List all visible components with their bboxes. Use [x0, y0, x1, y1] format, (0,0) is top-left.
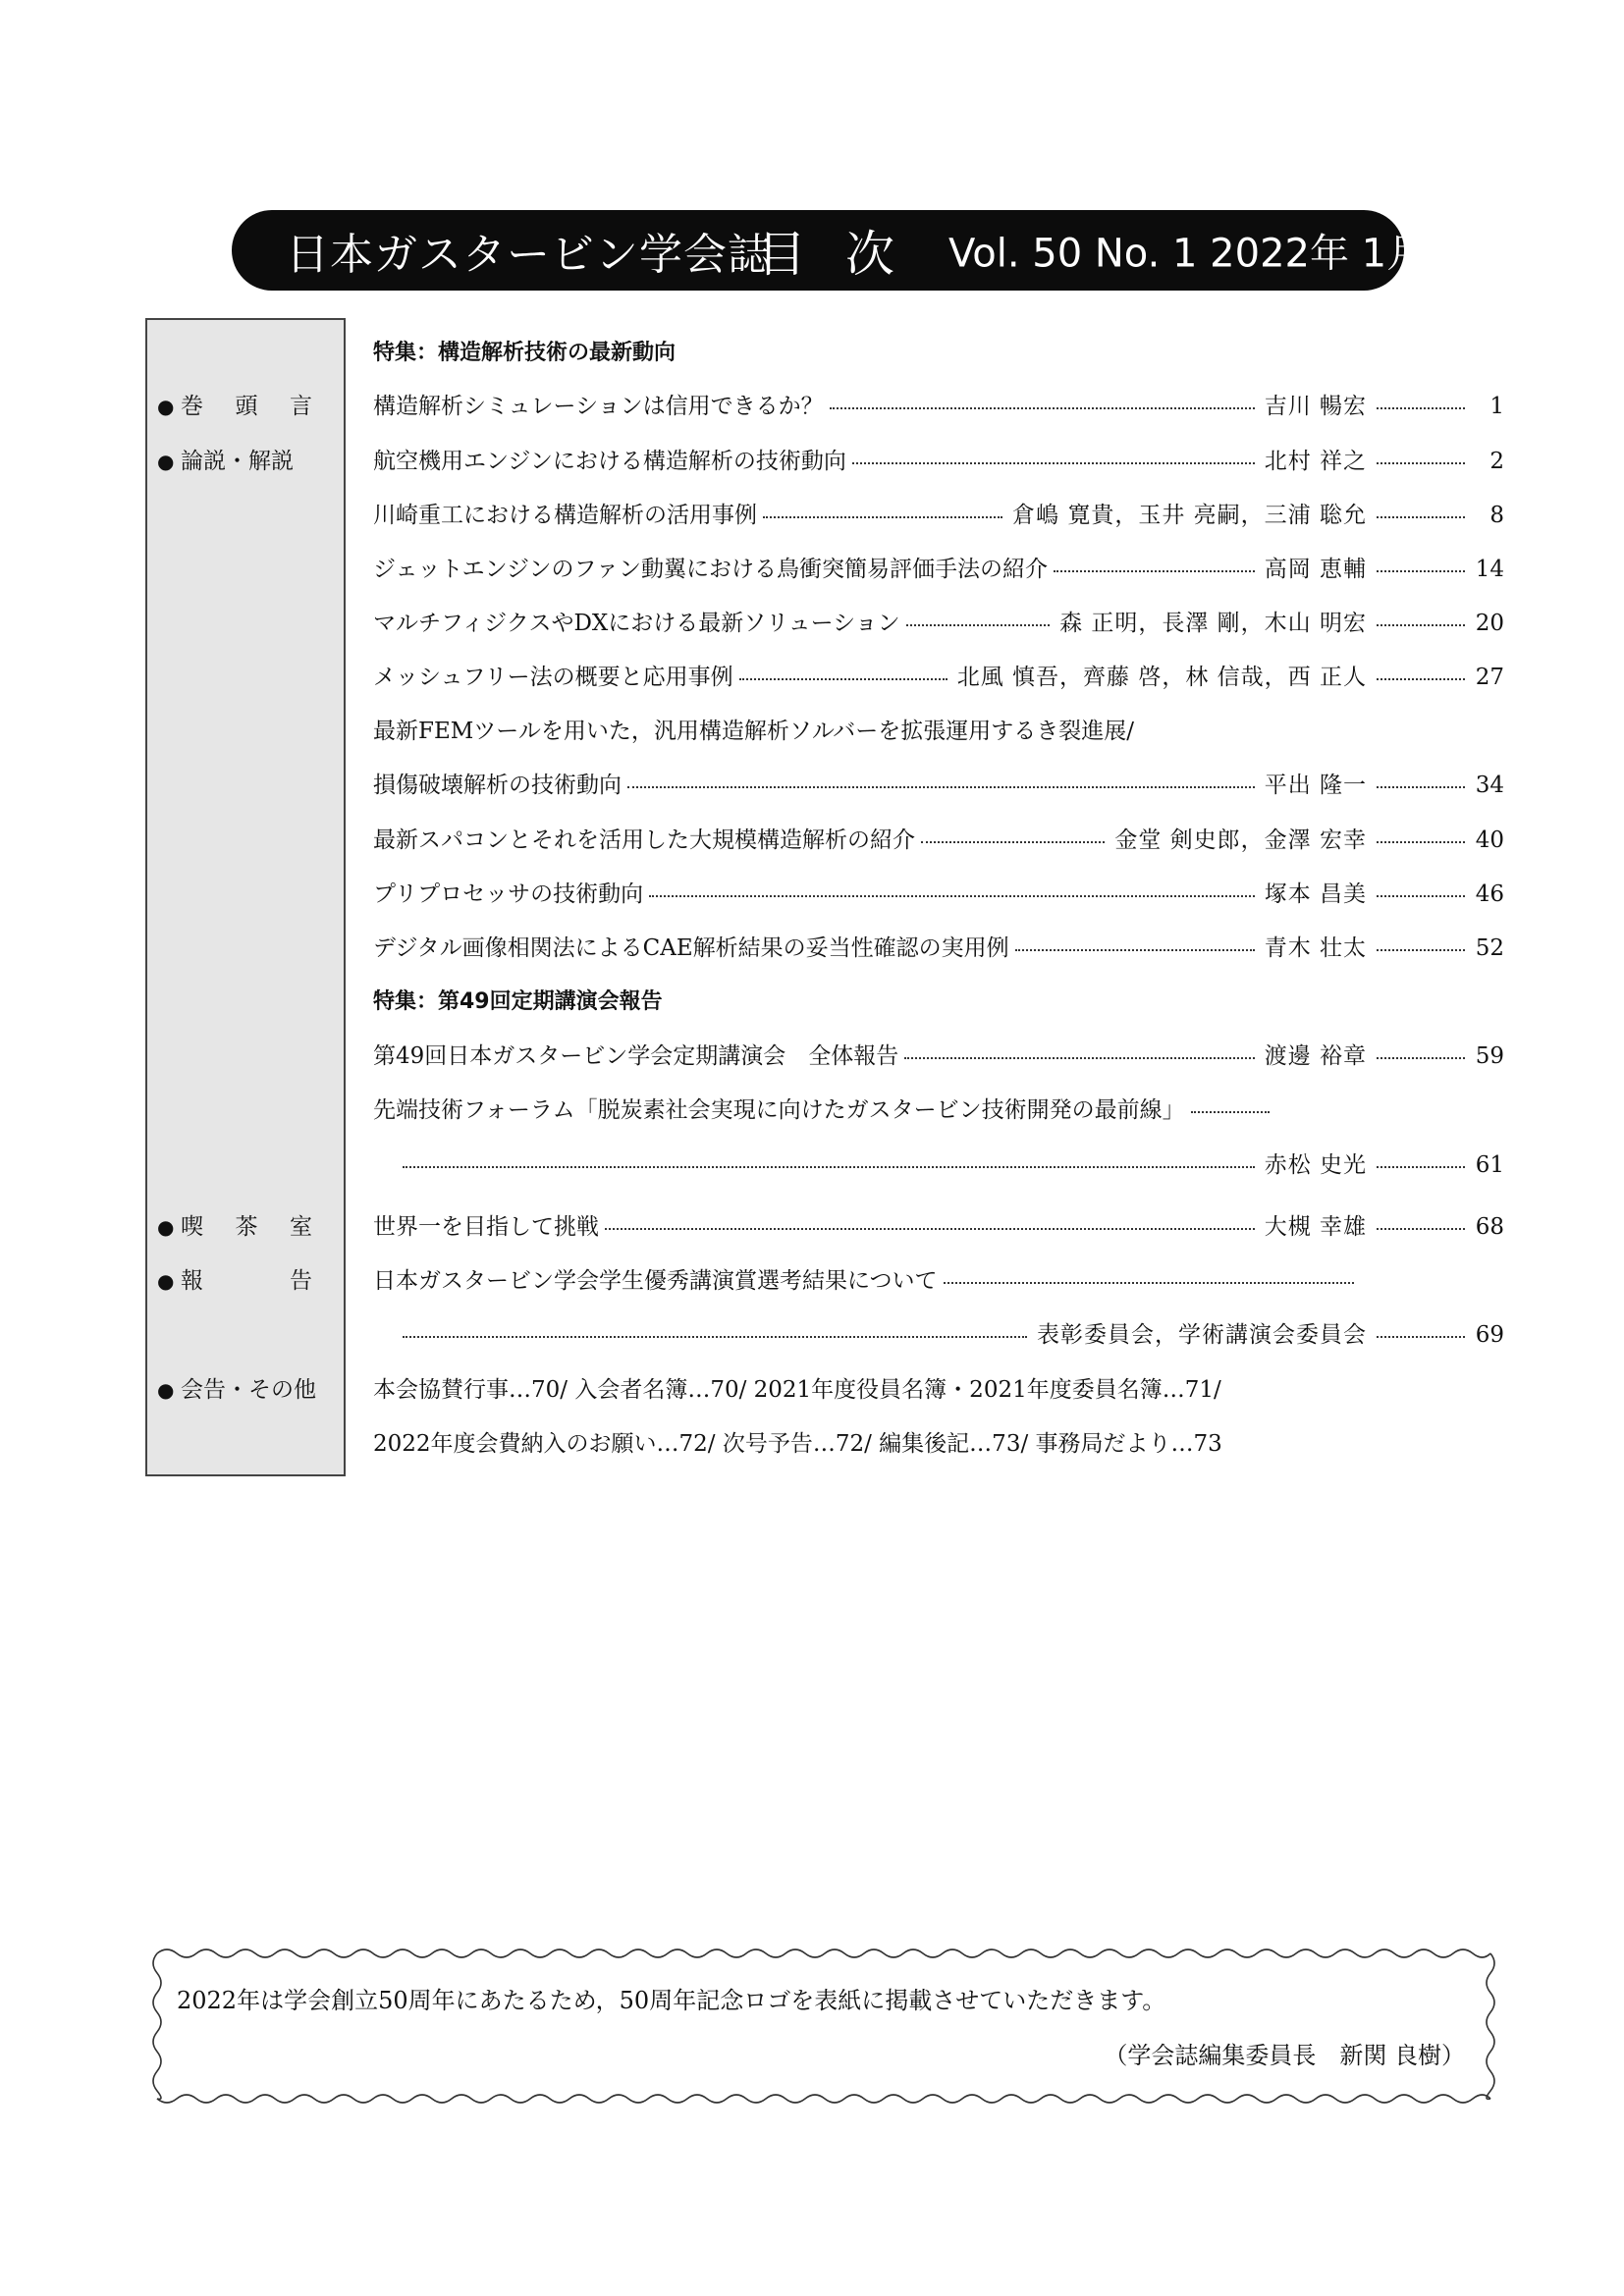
toc-row: メッシュフリー法の概要と応用事例 北風 慎吾，齊藤 啓，林 信哉，西 正人 27 — [373, 665, 1504, 690]
decorative-border — [147, 1944, 1500, 2109]
toc-row: ジェットエンジンのファン動翼における鳥衝突簡易評価手法の紹介 高岡 恵輔 14 — [373, 557, 1504, 582]
special-heading-2: 特集：第49回定期講演会報告 — [373, 989, 663, 1014]
title-banner — [232, 210, 1427, 291]
journal-title: 日本ガスタービン学会誌 — [286, 230, 772, 280]
category-houkoku: 報 告 — [181, 1268, 312, 1294]
notice-signature: （学会誌編集委員長 新関 良樹） — [1104, 2042, 1465, 2069]
special-heading-1: 特集：構造解析技術の最新動向 — [373, 341, 677, 365]
toc-row: デジタル画像相関法によるCAE解析結果の妥当性確認の実用例 青木 壮太 52 — [373, 935, 1504, 961]
category-kaikoku: 会告・その他 — [181, 1377, 316, 1403]
toc-row: 第49回日本ガスタービン学会定期講演会 全体報告 渡邊 裕章 59 — [373, 1043, 1504, 1069]
toc-row: マルチフィジクスやDXにおける最新ソリューション 森 正明，長澤 剛，木山 明宏 20 — [373, 611, 1504, 636]
toc-row: プリプロセッサの技術動向 塚本 昌美 46 — [373, 881, 1504, 907]
toc-row: 最新スパコンとそれを活用した大規模構造解析の紹介 金堂 剣史郎，金澤 宏幸 40 — [373, 828, 1504, 853]
toc-row: 本会協賛行事…70/ 入会者名簿…70/ 2021年度役員名簿・2021年度委員名簿…71/ — [373, 1377, 1221, 1403]
bullet-icon: ● — [157, 1269, 175, 1293]
toc-row-continued: 先端技術フォーラム「脱炭素社会実現に向けたガスタービン技術開発の最前線」 — [373, 1091, 1504, 1130]
notice-text: 2022年は学会創立50周年にあたるため，50周年記念ロゴを表紙に掲載させていただきます。 — [177, 1987, 1166, 2014]
toc-row: 損傷破壊解析の技術動向 平出 隆一 34 — [373, 773, 1504, 798]
toc-row-continued: 日本ガスタービン学会学生優秀講演賞選考結果について — [373, 1261, 1360, 1301]
toc-row: 赤松 史光 61 — [373, 1146, 1504, 1185]
toc-row: 構造解析シミュレーションは信用できるか？ 吉川 暢宏 1 — [373, 394, 1504, 419]
bullet-icon: ● — [157, 1378, 175, 1402]
toc-row: 航空機用エンジンにおける構造解析の技術動向 北村 祥之 2 — [373, 449, 1504, 474]
bullet-icon: ● — [157, 395, 175, 418]
toc-row-continued: 最新FEMツールを用いた，汎用構造解析ソルバーを拡張運用するき裂進展/ — [373, 719, 1134, 744]
category-sidebar — [145, 318, 346, 1476]
toc-row: 川崎重工における構造解析の活用事例 倉嶋 寛貴，玉井 亮嗣，三浦 聡允 8 — [373, 503, 1504, 528]
notice-box — [147, 1944, 1500, 2109]
toc-row: 2022年度会費納入のお願い…72/ 次号予告…72/ 編集後記…73/ 事務局だより…73 — [373, 1431, 1222, 1457]
issue-info: Vol. 50 No. 1 2022年 1月 — [948, 231, 1427, 277]
category-ronsetsu: 論説・解説 — [181, 449, 294, 474]
category-kantougen: 巻 頭 言 — [181, 394, 312, 419]
category-kissa: 喫 茶 室 — [181, 1214, 312, 1240]
bullet-icon: ● — [157, 1215, 175, 1239]
toc-row: 世界一を目指して挑戦 大槻 幸雄 68 — [373, 1214, 1504, 1240]
contents-label: 目次 — [757, 226, 934, 283]
bullet-icon: ● — [157, 450, 175, 473]
toc-row: 表彰委員会，学術講演会委員会 69 — [373, 1315, 1504, 1355]
